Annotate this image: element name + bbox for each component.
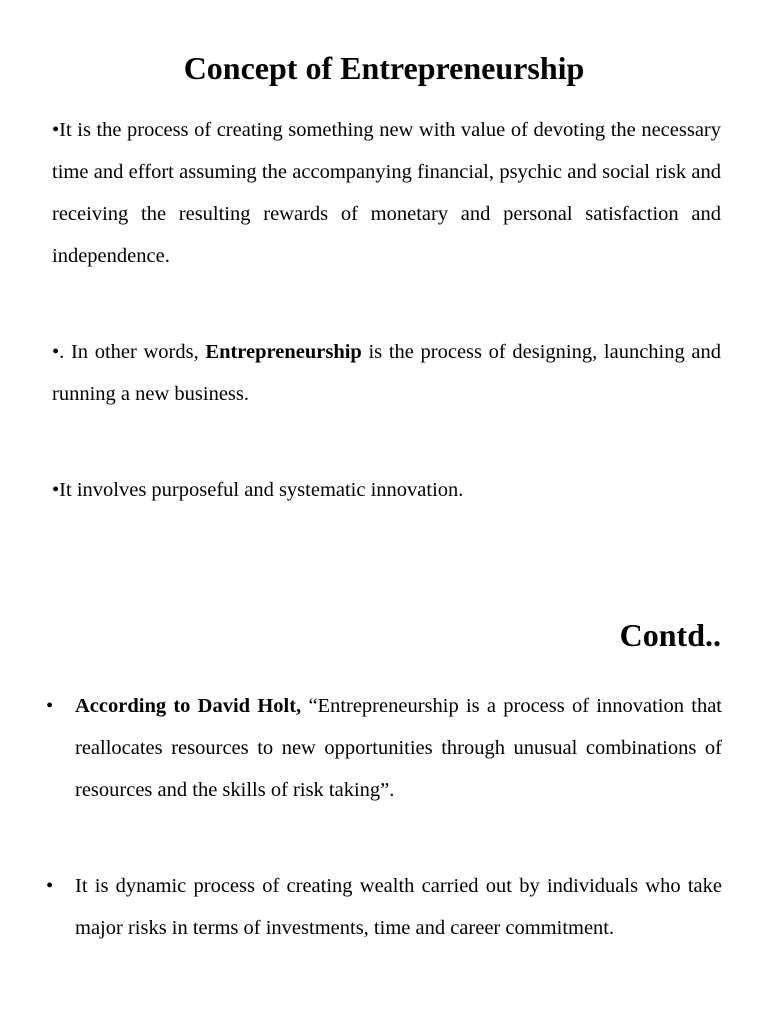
david-holt-attribution: According to David Holt, bbox=[75, 695, 302, 717]
bullet-icon: • bbox=[46, 695, 54, 717]
david-holt-quote-text: “Entrepreneurship is a process of innovation that reallocates resources to new opportunities through unusual combinations of resources and the skills of risk taking”. bbox=[75, 695, 722, 801]
bullet-icon: • bbox=[46, 875, 54, 897]
contd-heading: Contd.. bbox=[619, 617, 721, 653]
other-words-suffix: is the process of designing, launching and running a new business. bbox=[52, 341, 722, 405]
entrepreneurship-term: Entrepreneurship bbox=[205, 341, 362, 363]
list-item-dynamic-process bbox=[46, 865, 722, 949]
dynamic-process-text: It is dynamic process of creating wealth carried out by individuals who take major risks in terms of investments, time and career commitment. bbox=[75, 875, 722, 939]
definition-paragraph: •It is the process of creating something new with value of devoting the necessary time and effort assuming the accompanying financial, psychic and social risk and receiving the resulting rewards of monetary and personal satisfaction and independence. bbox=[52, 119, 721, 267]
david-holt-quote bbox=[75, 685, 722, 811]
other-words-paragraph bbox=[52, 331, 721, 415]
page-title: Concept of Entrepreneurship bbox=[183, 50, 585, 86]
other-words-prefix: •. In other words, bbox=[52, 341, 206, 363]
innovation-paragraph: •It involves purposeful and systematic innovation. bbox=[52, 479, 464, 501]
list-item-david-holt bbox=[46, 685, 722, 811]
